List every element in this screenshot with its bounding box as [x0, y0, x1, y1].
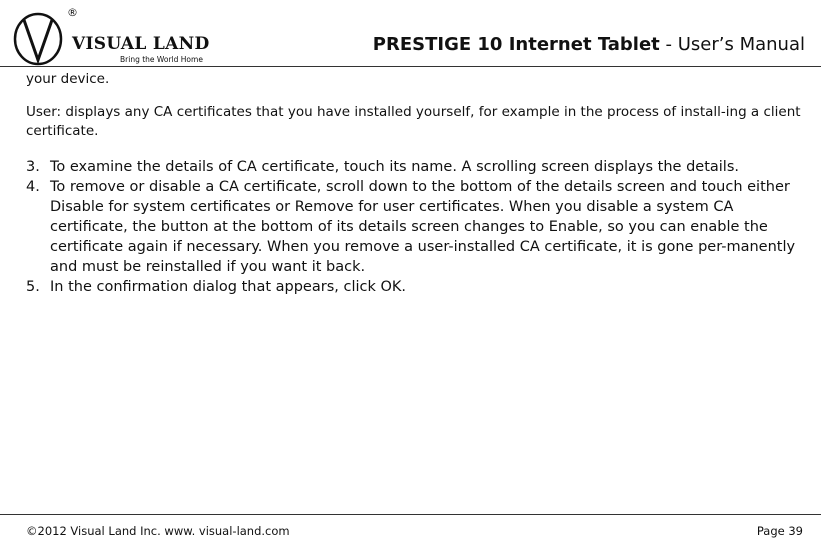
step-number: 5.: [26, 279, 40, 295]
step-number: 4.: [26, 179, 40, 195]
list-item: [26, 177, 806, 277]
header-divider: [0, 66, 821, 67]
paragraph-continuation: your device.: [26, 71, 110, 87]
page-content: [26, 70, 806, 297]
registered-mark: ®: [67, 6, 78, 19]
brand-tagline: Bring the World Home: [120, 55, 203, 64]
page-number: Page 39: [756, 524, 803, 538]
footer-copyright: ©2012 Visual Land Inc. www. visual-land.com: [26, 524, 290, 538]
brand-name: VISUAL LAND: [72, 34, 210, 54]
v-circle-logo-icon: [12, 10, 68, 66]
manual-label: - User’s Manual: [659, 34, 805, 55]
document-title: [373, 34, 805, 55]
list-item: [26, 277, 806, 297]
list-item: [26, 157, 806, 177]
page-header: [0, 0, 821, 66]
step-text: To remove or disable a CA certificate, scroll down to the bottom of the details screen and touch either Disable for system certificates or Remove for user certificates. When you disable a system CA certificate, the button at the bottom of its details screen changes to Enable, so you can enable the certificate again if necessary. When you remove a user-installed CA certificate, it is gone per-manently and must be reinstalled if you want it back.: [50, 179, 796, 275]
footer-divider: [0, 514, 821, 515]
steps-list: [26, 157, 806, 297]
step-number: 3.: [26, 159, 40, 175]
step-text: In the confirmation dialog that appears, click OK.: [50, 279, 407, 295]
product-name: PRESTIGE 10 Internet Tablet: [372, 34, 660, 55]
step-text: To examine the details of CA certificate, touch its name. A scrolling screen displays the details.: [50, 159, 739, 175]
paragraph-user-certificates: User: displays any CA certificates that you have installed yourself, for example in the process of install-ing a client certificate.: [26, 104, 801, 139]
visual-land-logo: [12, 6, 212, 64]
